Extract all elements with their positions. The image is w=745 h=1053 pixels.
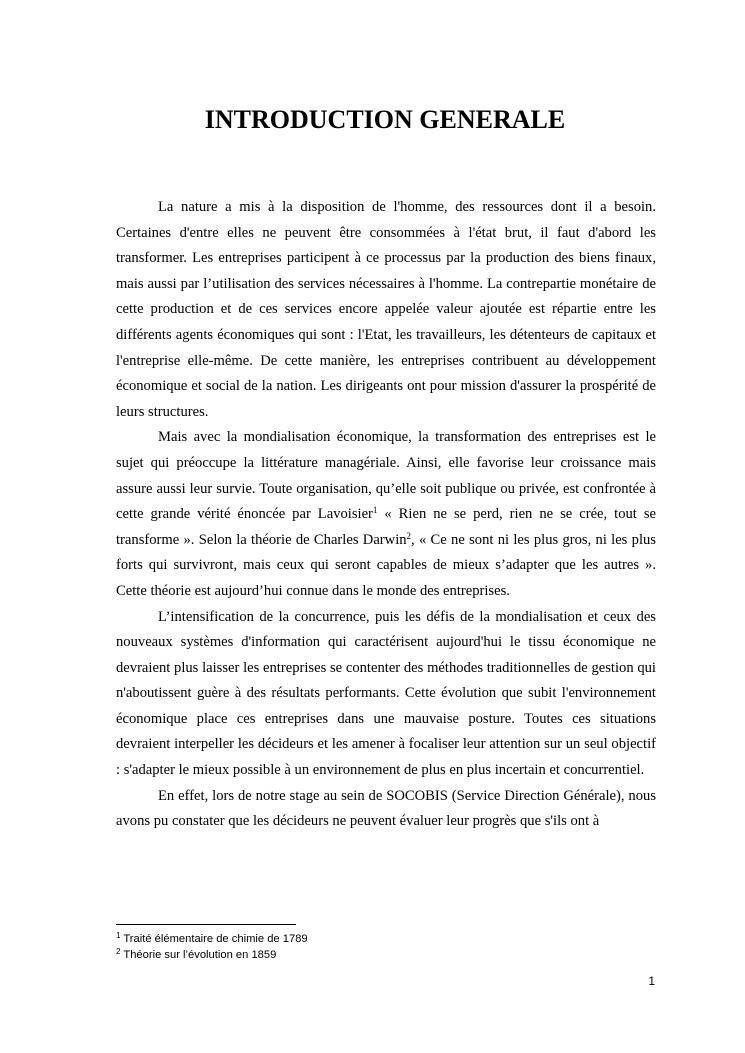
paragraph-1: La nature a mis à la disposition de l'homme, des ressources dont il a besoin. Certaines d'entre elles ne peuvent être consommées à l'état brut, il faut d'abord les transformer. Les entreprises participent à ce processus par la production des biens finaux, mais aussi par l’utilisation des services nécessaires à l'homme. La contrepartie monétaire de cette production et de ces services encore appelée valeur ajoutée est répartie entre les différents agents économiques qui sont : l'Etat, les travailleurs, les détenteurs de capitaux et l'entreprise elle-même. De cette manière, les entreprises contribuent au développement économique et social de la nation. Les dirigeants ont pour mission d'assurer la prospérité de leurs structures. <box>116 199 656 420</box>
footnote-reference-1: 1 <box>372 505 378 516</box>
body-text <box>116 195 656 835</box>
paragraph-2 <box>116 425 656 604</box>
paragraph-3: L’intensification de la concurrence, puis les défis de la mondialisation et ceux des nouveaux systèmes d'information qui caractérisent aujourd'hui le tissu économique ne devraient plus laisser les entreprises se contenter des méthodes traditionnelles de gestion qui n'aboutissent guère à des résultats performants. Cette évolution que subit l'environnement économique place ces entreprises dans une mauvaise posture. Toutes ces situations devraient interpeller les décideurs et les amener à focaliser leur attention sur un seul objectif : s'adapter le mieux possible à un environnement de plus en plus incertain et concurrentiel. <box>116 608 656 779</box>
footnote-2-number: 2 <box>116 947 121 956</box>
footnote-1 <box>116 931 656 947</box>
footnote-1-text: Traité élémentaire de chimie de 1789 <box>123 933 308 945</box>
page-number: 1 <box>648 974 655 988</box>
footnote-reference-2: 2 <box>406 530 412 541</box>
footnote-2 <box>116 947 656 963</box>
paragraph-2-part-3: , « Ce ne sont ni les plus gros, ni les plus forts qui survivront, mais ceux qui seront capables de mieux s’adapter que les autres ». Cette théorie est aujourd’hui connue dans le monde des entreprises. <box>116 531 656 599</box>
paragraph-2-part-1: Mais avec la mondialisation économique, la transformation des entreprises est le sujet qui préoccupe la littérature managériale. Ainsi, elle favorise leur croissance mais assure aussi leur survie. Toute organisation, qu’elle soit publique ou privée, est confrontée à cette grande vérité énoncée par Lavoisier <box>116 429 656 523</box>
paragraph-2-part-2: « Rien ne se perd, rien ne se crée, tout se transforme ». Selon la théorie de Charles Darwin <box>116 506 656 548</box>
footnote-2-text: Théorie sur l’évolution en 1859 <box>123 949 277 961</box>
footnote-1-number: 1 <box>116 931 121 940</box>
footnote-separator <box>116 924 296 925</box>
page-title: INTRODUCTION GENERALE <box>204 105 566 134</box>
footnotes <box>116 931 656 963</box>
paragraph-4: En effet, lors de notre stage au sein de SOCOBIS (Service Direction Générale), nous avons pu constater que les décideurs ne peuvent évaluer leur progrès que s'ils ont à <box>116 787 656 830</box>
